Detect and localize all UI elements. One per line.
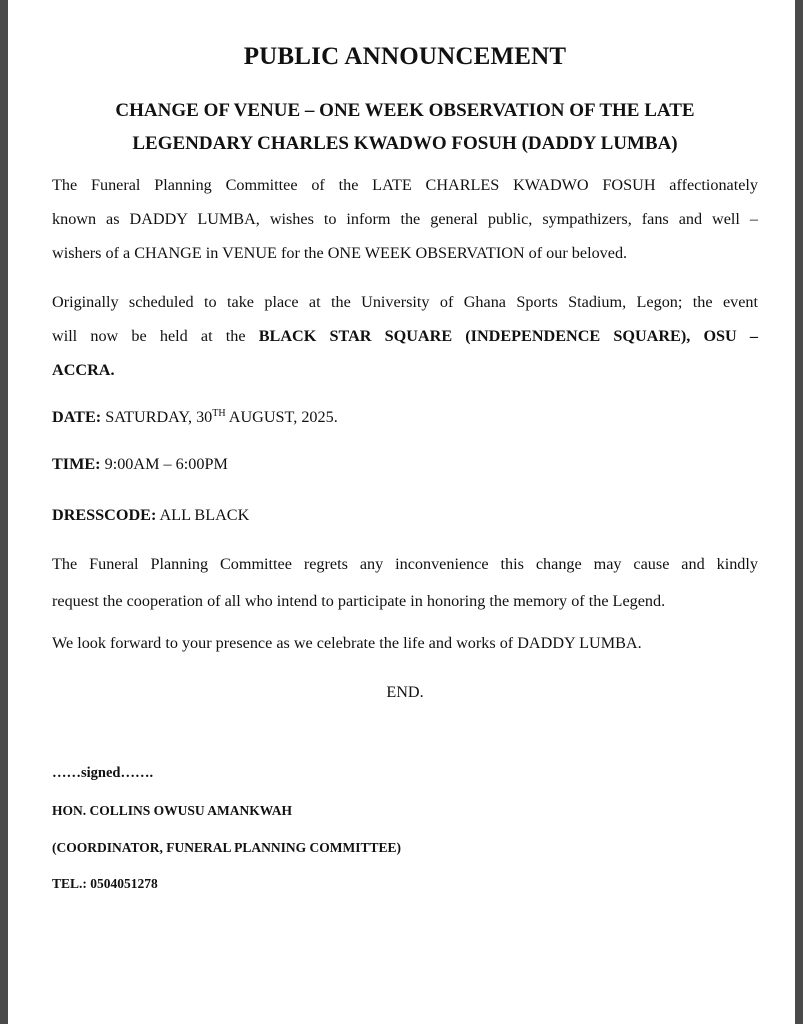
venue-line-3 [52, 353, 758, 387]
venue-paragraph [52, 285, 758, 387]
signed-line: ……signed……. [52, 765, 154, 781]
time-value: 9:00AM – 6:00PM [100, 455, 228, 473]
new-venue-city: ACCRA. [52, 361, 115, 379]
venue-line-1: Originally scheduled to take place at the University of Ghana Sports Stadium, Legon; the event [52, 293, 758, 311]
subtitle-line-1: CHANGE OF VENUE – ONE WEEK OBSERVATION OF THE LATE [115, 100, 695, 121]
document-page [8, 0, 795, 1024]
signatory-name: HON. COLLINS OWUSU AMANKWAH [52, 803, 293, 818]
signatory-role: (COORDINATOR, FUNERAL PLANNING COMMITTEE) [52, 840, 402, 855]
signatory-phone: TEL.: 0504051278 [52, 876, 158, 891]
date-value: SATURDAY, 30 [101, 408, 213, 426]
date-label: DATE: [52, 408, 102, 426]
dresscode-value: ALL BLACK [156, 506, 250, 524]
subtitle-line-2: LEGENDARY CHARLES KWADWO FOSUH (DADDY LUMBA) [132, 133, 678, 154]
apology-paragraph [52, 546, 758, 620]
date-ordinal: TH [212, 408, 226, 419]
dresscode-label: DRESSCODE: [52, 506, 157, 524]
new-venue: BLACK STAR SQUARE (INDEPENDENCE SQUARE), OSU – [258, 327, 759, 345]
event-date [52, 408, 338, 427]
intro-line-1: The Funeral Planning Committee of the LATE CHARLES KWADWO FOSUH affectionately [52, 176, 758, 194]
intro-paragraph [52, 168, 758, 270]
venue-line-2-text: will now be held at the [52, 327, 259, 345]
intro-line-3: wishers of a CHANGE in VENUE for the ONE WEEK OBSERVATION of our beloved. [52, 244, 628, 262]
event-time [52, 455, 228, 474]
closing-paragraph: We look forward to your presence as we celebrate the life and works of DADDY LUMBA. [52, 634, 642, 652]
venue-line-2 [52, 319, 758, 353]
time-label: TIME: [52, 455, 101, 473]
apology-line-1: The Funeral Planning Committee regrets any inconvenience this change may cause and kindly [52, 555, 758, 573]
page-title: PUBLIC ANNOUNCEMENT [243, 43, 567, 70]
apology-line-2: request the cooperation of all who intend to participate in honoring the memory of the Legend. [52, 592, 666, 610]
event-dresscode [52, 506, 249, 525]
date-value-suffix: AUGUST, 2025. [225, 408, 338, 426]
intro-line-2: known as DADDY LUMBA, wishes to inform the general public, sympathizers, fans and well – [52, 210, 758, 228]
end-marker: END. [386, 683, 424, 701]
